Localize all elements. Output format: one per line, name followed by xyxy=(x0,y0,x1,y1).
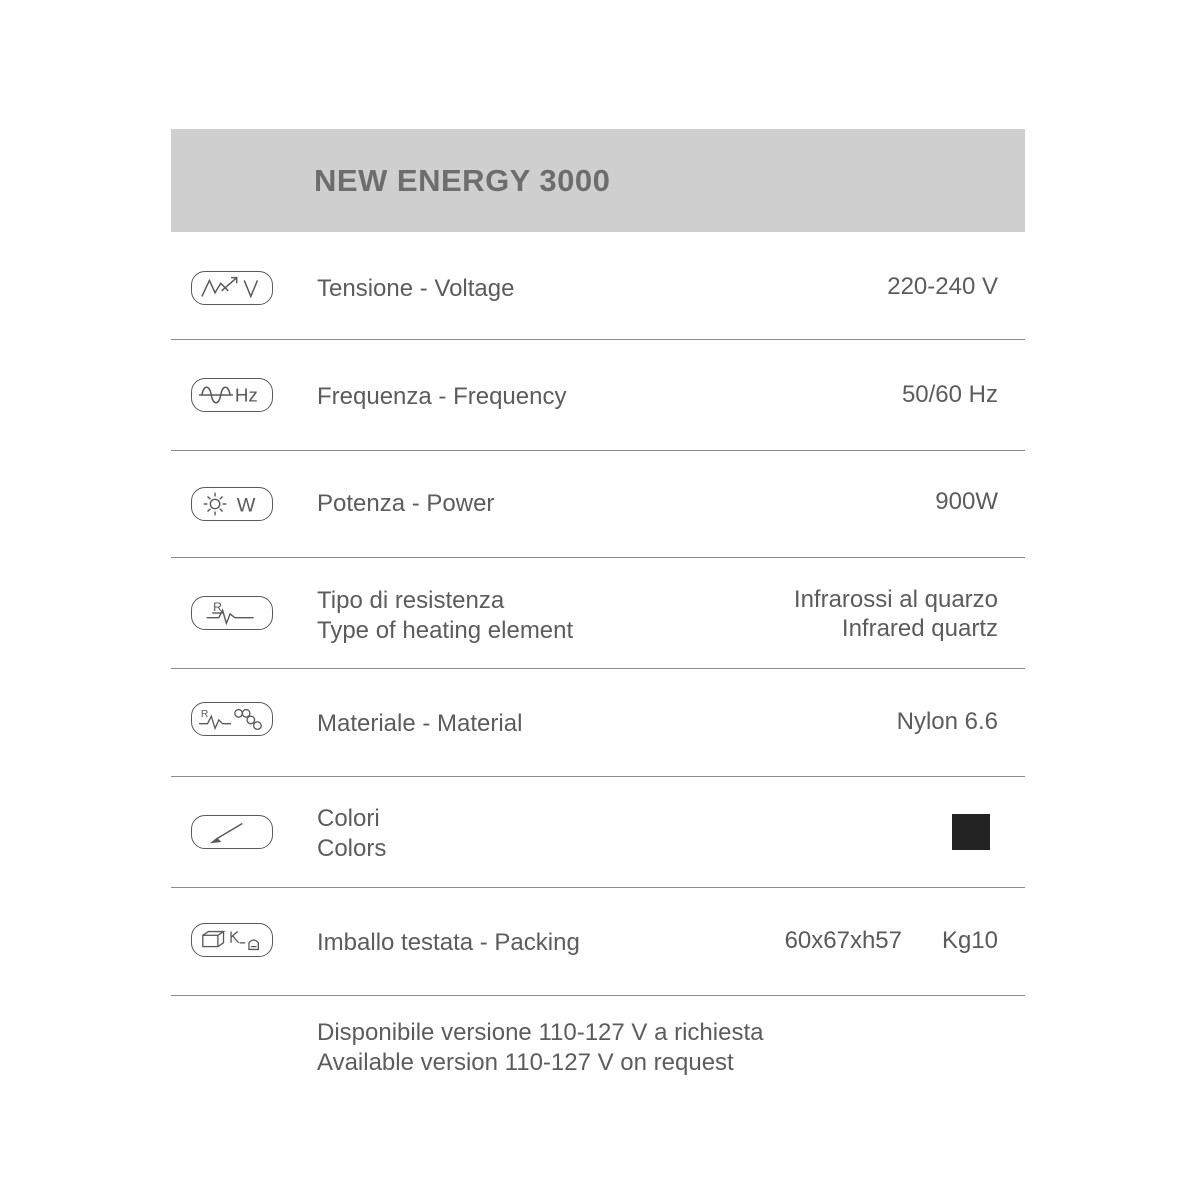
material-icon xyxy=(191,702,273,736)
packing-label: Imballo testata - Packing xyxy=(317,929,580,956)
heating-element-value-en: Infrared quartz xyxy=(841,615,998,642)
voltage-value: 220-240 V xyxy=(887,273,998,300)
power-label: Potenza - Power xyxy=(317,490,495,517)
spec-row-heating-element xyxy=(171,558,1025,669)
spec-sheet xyxy=(171,129,1025,1076)
voltage-label: Tensione - Voltage xyxy=(317,275,515,302)
spec-row-material xyxy=(171,669,1025,777)
colors-label-en: Colors xyxy=(317,835,387,862)
availability-note xyxy=(317,1018,763,1078)
colors-label xyxy=(317,804,386,864)
heating-element-label xyxy=(317,586,573,646)
color-brush-icon xyxy=(191,815,273,849)
packing-weight: Kg10 xyxy=(941,927,998,954)
spec-header xyxy=(171,129,1025,232)
spec-row-voltage xyxy=(171,232,1025,340)
packing-dimensions: 60x67xh57 xyxy=(784,927,902,954)
heating-element-value-it: Infrarossi al quarzo xyxy=(793,586,998,613)
frequency-value: 50/60 Hz xyxy=(901,381,998,408)
svg-text:Hz: Hz xyxy=(234,384,258,406)
svg-text:W: W xyxy=(236,494,256,517)
svg-text:R: R xyxy=(200,709,209,721)
voltage-icon xyxy=(191,271,273,305)
spec-row-packing xyxy=(171,888,1025,996)
colors-label-it: Colori xyxy=(317,805,380,832)
spec-row-power xyxy=(171,451,1025,558)
availability-note-it: Disponibile versione 110-127 V a richiesta xyxy=(317,1019,764,1046)
heating-element-value xyxy=(794,585,998,643)
availability-note-en: Available version 110-127 V on request xyxy=(317,1049,734,1076)
packing-icon xyxy=(191,923,273,957)
heating-element-label-it: Tipo di resistenza xyxy=(317,587,505,614)
material-label: Materiale - Material xyxy=(317,710,523,737)
power-icon xyxy=(191,487,273,521)
spec-row-colors xyxy=(171,777,1025,888)
frequency-icon xyxy=(191,378,273,412)
svg-text:R: R xyxy=(213,600,223,615)
color-swatch-black xyxy=(952,814,990,850)
material-value: Nylon 6.6 xyxy=(896,708,998,735)
power-value: 900W xyxy=(935,488,998,515)
heating-element-label-en: Type of heating element xyxy=(317,617,574,644)
product-title: NEW ENERGY 3000 xyxy=(314,163,611,198)
heating-element-icon xyxy=(191,596,273,630)
frequency-label: Frequenza - Frequency xyxy=(317,383,567,410)
spec-row-frequency xyxy=(171,340,1025,451)
